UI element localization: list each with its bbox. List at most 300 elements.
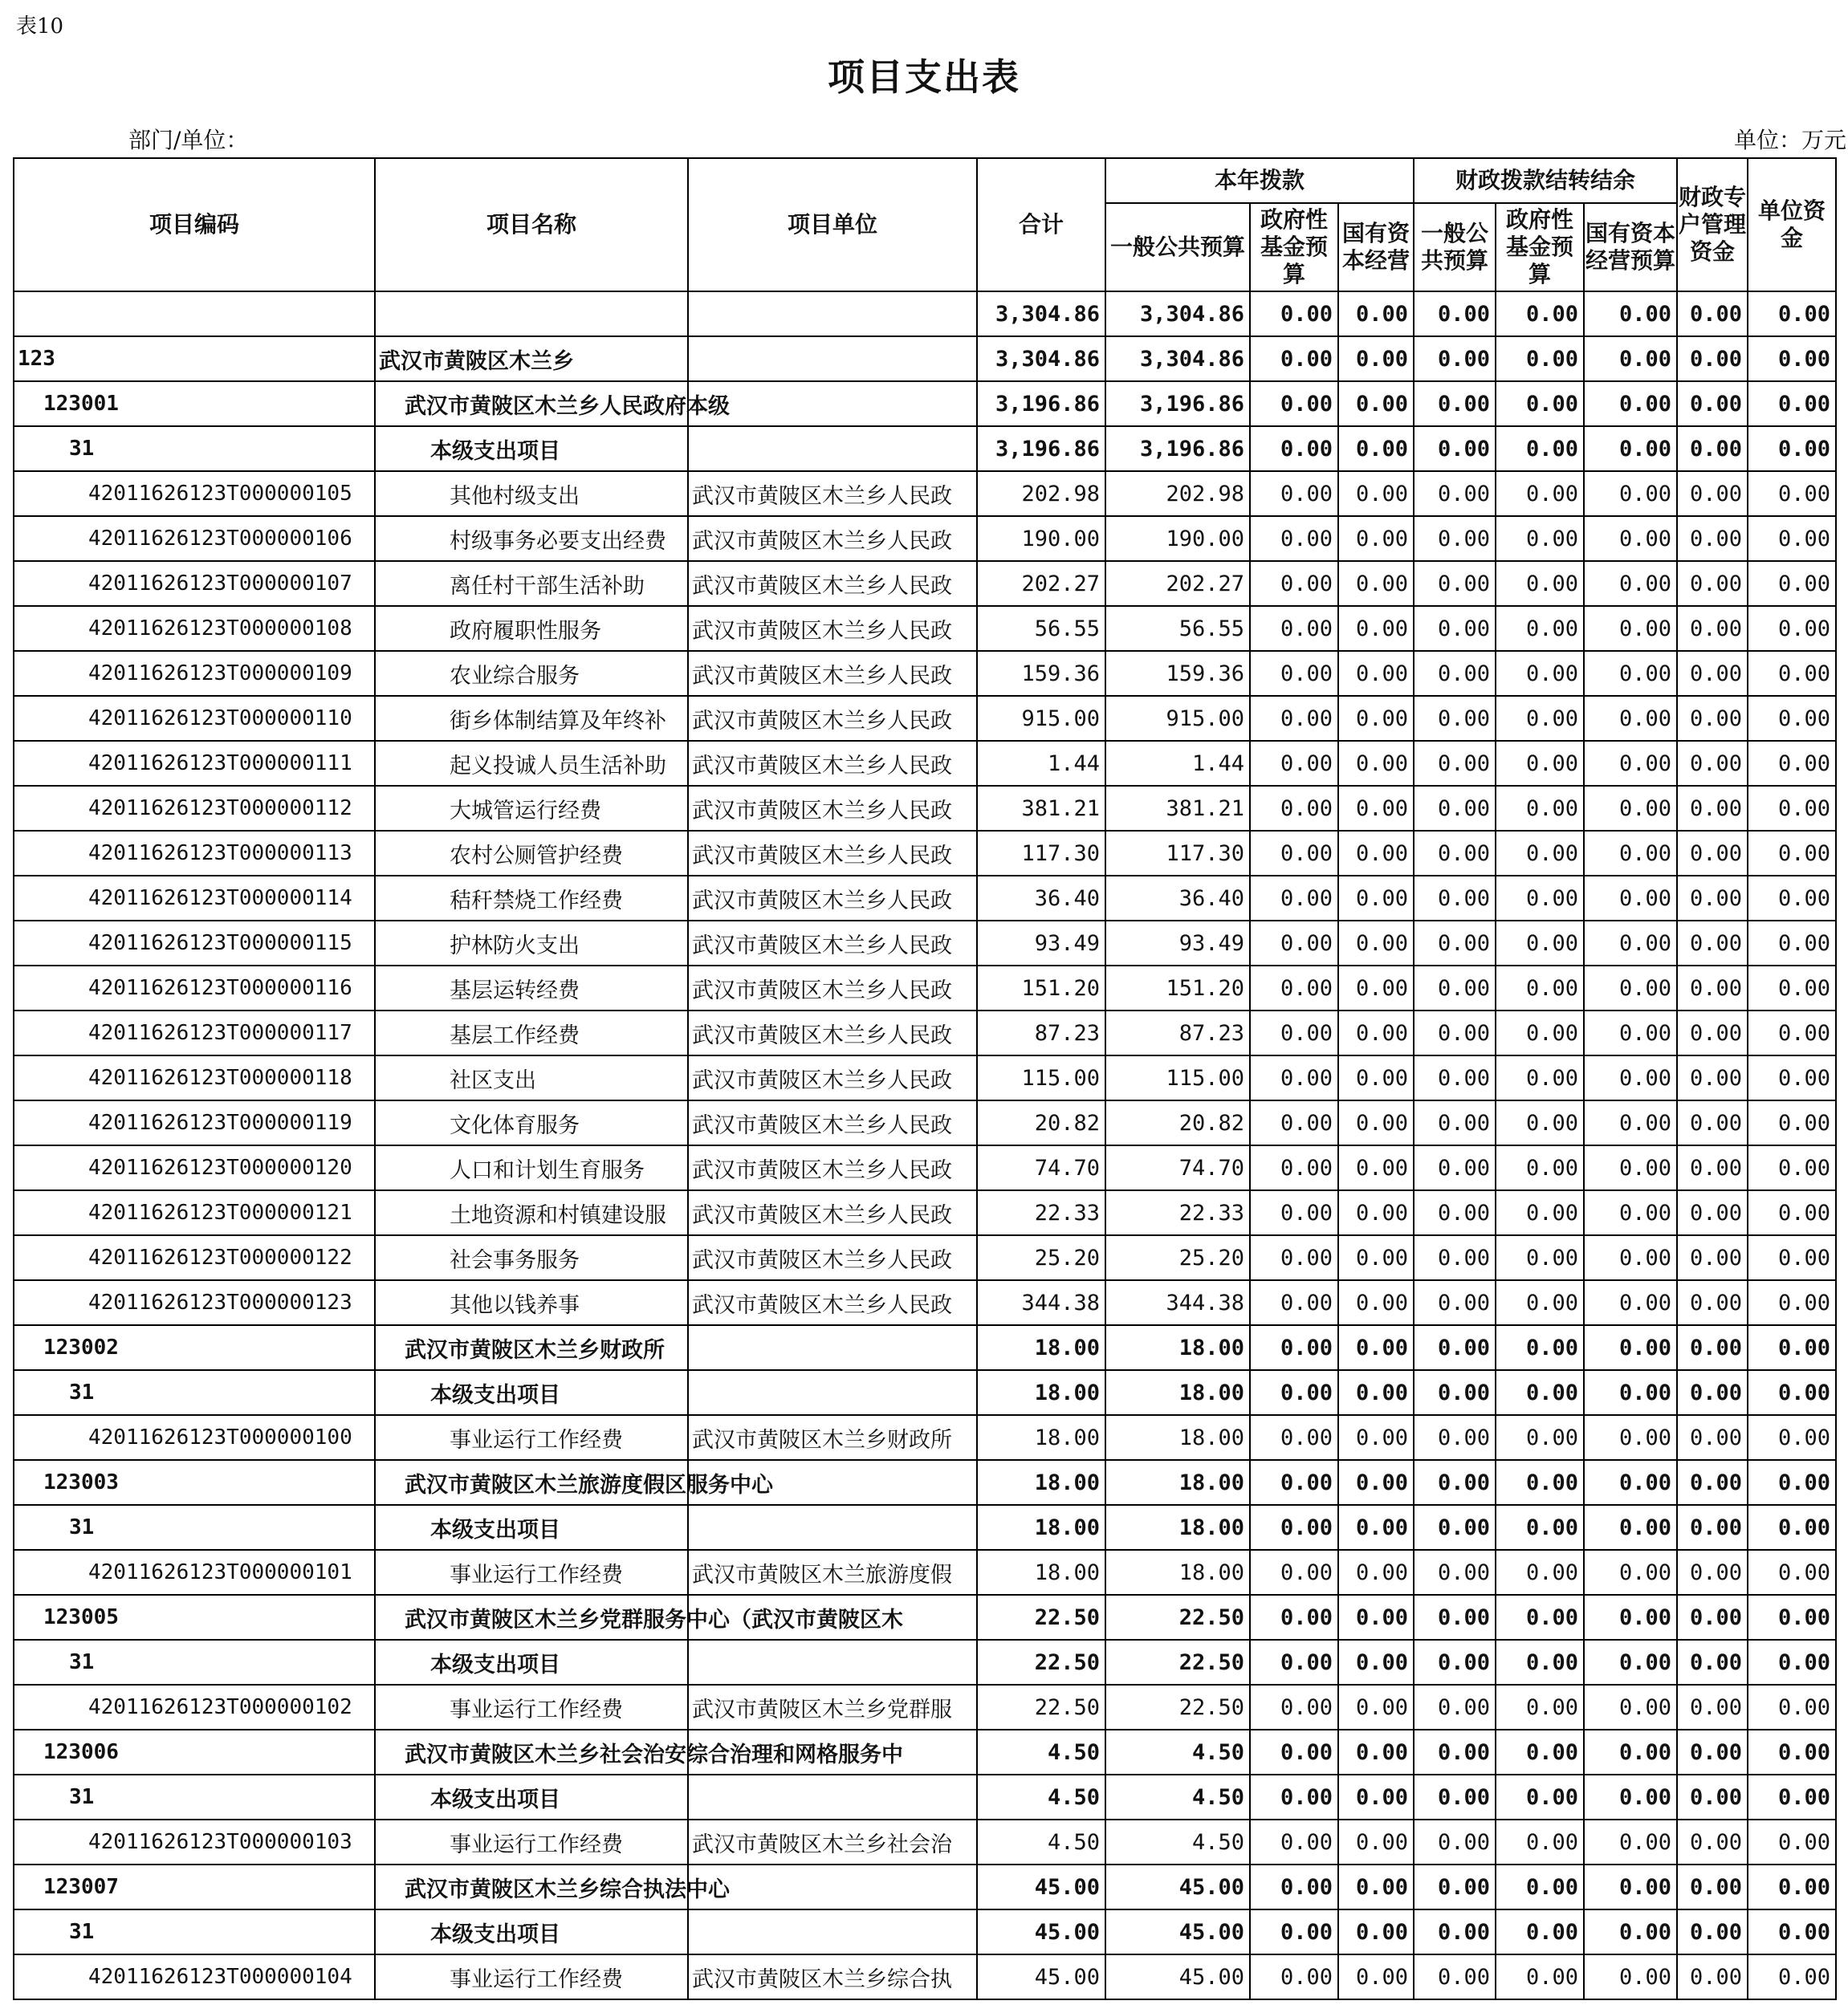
cell-state-capital: 0.00 [1338, 471, 1414, 516]
cell-carryover-general: 0.00 [1414, 741, 1496, 786]
cell-project-name: 其他以钱养事 [375, 1280, 688, 1325]
cell-project-code: 31 [14, 1640, 375, 1685]
cell-state-capital: 0.00 [1338, 1909, 1414, 1954]
cell-project-unit: 武汉市黄陂区木兰乡综合执 [688, 1954, 977, 1999]
table-row [14, 1280, 1836, 1325]
cell-carryover-general: 0.00 [1414, 606, 1496, 651]
cell-project-name: 农业综合服务 [375, 651, 688, 696]
cell-project-name: 大城管运行经费 [375, 786, 688, 831]
cell-carryover-general: 0.00 [1414, 1820, 1496, 1865]
cell-gov-fund: 0.00 [1250, 471, 1338, 516]
header-group-carryover: 财政拨款结转结余 [1414, 158, 1677, 203]
cell-carryover-gov-fund: 0.00 [1496, 1280, 1584, 1325]
cell-carryover-state-capital: 0.00 [1584, 1100, 1677, 1145]
cell-carryover-gov-fund: 0.00 [1496, 1640, 1584, 1685]
cell-carryover-gov-fund: 0.00 [1496, 381, 1584, 426]
table-body [14, 291, 1836, 1999]
cell-total: 45.00 [977, 1954, 1105, 1999]
cell-carryover-state-capital: 0.00 [1584, 1055, 1677, 1100]
cell-gov-fund: 0.00 [1250, 1685, 1338, 1730]
cell-carryover-state-capital: 0.00 [1584, 1235, 1677, 1280]
cell-unit-fund: 0.00 [1748, 741, 1836, 786]
cell-carryover-general: 0.00 [1414, 1595, 1496, 1640]
cell-state-capital: 0.00 [1338, 1190, 1414, 1235]
cell-project-code: 42011626123T000000116 [14, 966, 375, 1011]
cell-total: 22.50 [977, 1640, 1105, 1685]
cell-carryover-state-capital: 0.00 [1584, 1730, 1677, 1775]
cell-general-budget: 344.38 [1105, 1280, 1250, 1325]
cell-gov-fund: 0.00 [1250, 1145, 1338, 1190]
cell-project-name: 起义投诚人员生活补助 [375, 741, 688, 786]
cell-carryover-general: 0.00 [1414, 1505, 1496, 1550]
header-general-budget: 一般公共预算 [1105, 203, 1250, 291]
cell-general-budget: 22.50 [1105, 1595, 1250, 1640]
cell-unit-fund: 0.00 [1748, 561, 1836, 606]
cell-total: 3,196.86 [977, 426, 1105, 471]
cell-carryover-general: 0.00 [1414, 1011, 1496, 1055]
cell-carryover-state-capital: 0.00 [1584, 606, 1677, 651]
cell-project-code: 42011626123T000000104 [14, 1954, 375, 1999]
cell-state-capital: 0.00 [1338, 876, 1414, 921]
cell-project-name: 本级支出项目 [375, 426, 688, 471]
cell-carryover-state-capital: 0.00 [1584, 1190, 1677, 1235]
table-row [14, 1460, 1836, 1505]
cell-carryover-general: 0.00 [1414, 426, 1496, 471]
table-row [14, 1640, 1836, 1685]
cell-total: 18.00 [977, 1505, 1105, 1550]
cell-total: 159.36 [977, 651, 1105, 696]
cell-carryover-gov-fund: 0.00 [1496, 1550, 1584, 1595]
table-row [14, 1235, 1836, 1280]
cell-state-capital: 0.00 [1338, 1685, 1414, 1730]
cell-unit-fund: 0.00 [1748, 336, 1836, 381]
cell-carryover-gov-fund: 0.00 [1496, 1011, 1584, 1055]
cell-carryover-state-capital: 0.00 [1584, 561, 1677, 606]
cell-project-name: 社区支出 [375, 1055, 688, 1100]
cell-unit-fund: 0.00 [1748, 921, 1836, 966]
table-row [14, 1595, 1836, 1640]
cell-project-name: 本级支出项目 [375, 1909, 688, 1954]
cell-project-name: 基层工作经费 [375, 1011, 688, 1055]
cell-general-budget: 381.21 [1105, 786, 1250, 831]
header-group-current-year: 本年拨款 [1105, 158, 1414, 203]
cell-state-capital: 0.00 [1338, 966, 1414, 1011]
cell-special-fund: 0.00 [1677, 561, 1748, 606]
cell-unit-fund: 0.00 [1748, 606, 1836, 651]
table-row [14, 1550, 1836, 1595]
cell-carryover-state-capital: 0.00 [1584, 1505, 1677, 1550]
cell-total: 344.38 [977, 1280, 1105, 1325]
cell-special-fund: 0.00 [1677, 471, 1748, 516]
cell-special-fund: 0.00 [1677, 336, 1748, 381]
header-carryover-gov-fund: 政府性基金预算 [1496, 203, 1584, 291]
cell-general-budget: 3,196.86 [1105, 381, 1250, 426]
cell-project-code: 42011626123T000000121 [14, 1190, 375, 1235]
cell-special-fund: 0.00 [1677, 1145, 1748, 1190]
cell-carryover-state-capital: 0.00 [1584, 1640, 1677, 1685]
header-total: 合计 [977, 158, 1105, 291]
table-row [14, 696, 1836, 741]
cell-gov-fund: 0.00 [1250, 516, 1338, 561]
cell-unit-fund: 0.00 [1748, 1775, 1836, 1820]
cell-carryover-gov-fund: 0.00 [1496, 1820, 1584, 1865]
cell-state-capital: 0.00 [1338, 1730, 1414, 1775]
cell-carryover-general: 0.00 [1414, 381, 1496, 426]
cell-carryover-gov-fund: 0.00 [1496, 1370, 1584, 1415]
cell-special-fund: 0.00 [1677, 606, 1748, 651]
cell-unit-fund: 0.00 [1748, 1909, 1836, 1954]
cell-gov-fund: 0.00 [1250, 831, 1338, 876]
cell-carryover-general: 0.00 [1414, 1730, 1496, 1775]
cell-unit-fund: 0.00 [1748, 471, 1836, 516]
cell-special-fund: 0.00 [1677, 516, 1748, 561]
cell-total: 3,304.86 [977, 291, 1105, 336]
cell-unit-fund: 0.00 [1748, 651, 1836, 696]
cell-gov-fund: 0.00 [1250, 1100, 1338, 1145]
cell-special-fund: 0.00 [1677, 1280, 1748, 1325]
cell-total: 22.50 [977, 1685, 1105, 1730]
header-unit-fund: 单位资金 [1748, 158, 1836, 291]
cell-project-unit: 武汉市黄陂区木兰乡人民政 [688, 1011, 977, 1055]
cell-total: 74.70 [977, 1145, 1105, 1190]
cell-gov-fund: 0.00 [1250, 1730, 1338, 1775]
cell-carryover-gov-fund: 0.00 [1496, 426, 1584, 471]
cell-carryover-state-capital: 0.00 [1584, 1954, 1677, 1999]
cell-state-capital: 0.00 [1338, 1775, 1414, 1820]
cell-general-budget: 4.50 [1105, 1820, 1250, 1865]
cell-carryover-gov-fund: 0.00 [1496, 651, 1584, 696]
cell-project-code: 31 [14, 426, 375, 471]
cell-carryover-gov-fund: 0.00 [1496, 1190, 1584, 1235]
cell-project-unit [688, 291, 977, 336]
cell-carryover-gov-fund: 0.00 [1496, 291, 1584, 336]
cell-special-fund: 0.00 [1677, 876, 1748, 921]
cell-carryover-general: 0.00 [1414, 1370, 1496, 1415]
cell-state-capital: 0.00 [1338, 1370, 1414, 1415]
cell-carryover-gov-fund: 0.00 [1496, 1100, 1584, 1145]
cell-project-code: 42011626123T000000101 [14, 1550, 375, 1595]
cell-project-unit: 武汉市黄陂区木兰乡人民政 [688, 1100, 977, 1145]
cell-general-budget: 159.36 [1105, 651, 1250, 696]
cell-carryover-gov-fund: 0.00 [1496, 1775, 1584, 1820]
cell-project-code: 123007 [14, 1865, 375, 1909]
cell-carryover-gov-fund: 0.00 [1496, 1235, 1584, 1280]
cell-project-code: 42011626123T000000117 [14, 1011, 375, 1055]
cell-project-code: 42011626123T000000119 [14, 1100, 375, 1145]
cell-general-budget: 87.23 [1105, 1011, 1250, 1055]
cell-gov-fund: 0.00 [1250, 696, 1338, 741]
cell-carryover-general: 0.00 [1414, 561, 1496, 606]
cell-project-code: 31 [14, 1505, 375, 1550]
cell-unit-fund: 0.00 [1748, 1954, 1836, 1999]
cell-state-capital: 0.00 [1338, 381, 1414, 426]
table-row [14, 336, 1836, 381]
cell-special-fund: 0.00 [1677, 651, 1748, 696]
cell-project-code: 42011626123T000000100 [14, 1415, 375, 1460]
cell-total: 202.98 [977, 471, 1105, 516]
cell-total: 4.50 [977, 1730, 1105, 1775]
cell-carryover-general: 0.00 [1414, 831, 1496, 876]
cell-carryover-general: 0.00 [1414, 471, 1496, 516]
cell-project-name: 武汉市黄陂区木兰乡社会治安综合治理和网格服务中 [375, 1730, 688, 1775]
cell-project-code: 42011626123T000000112 [14, 786, 375, 831]
cell-carryover-general: 0.00 [1414, 1325, 1496, 1370]
cell-unit-fund: 0.00 [1748, 381, 1836, 426]
cell-total: 4.50 [977, 1775, 1105, 1820]
cell-gov-fund: 0.00 [1250, 1415, 1338, 1460]
cell-project-unit: 武汉市黄陂区木兰乡社会治 [688, 1820, 977, 1865]
cell-project-name: 村级事务必要支出经费 [375, 516, 688, 561]
cell-carryover-state-capital: 0.00 [1584, 1775, 1677, 1820]
header-special-fund: 财政专户管理资金 [1677, 158, 1748, 291]
cell-gov-fund: 0.00 [1250, 291, 1338, 336]
cell-special-fund: 0.00 [1677, 1595, 1748, 1640]
cell-general-budget: 18.00 [1105, 1415, 1250, 1460]
cell-unit-fund: 0.00 [1748, 1145, 1836, 1190]
page-title: 项目支出表 [828, 55, 1020, 99]
cell-total: 190.00 [977, 516, 1105, 561]
cell-gov-fund: 0.00 [1250, 1235, 1338, 1280]
cell-project-name: 护林防火支出 [375, 921, 688, 966]
cell-carryover-general: 0.00 [1414, 651, 1496, 696]
cell-carryover-gov-fund: 0.00 [1496, 966, 1584, 1011]
cell-gov-fund: 0.00 [1250, 1909, 1338, 1954]
cell-general-budget: 190.00 [1105, 516, 1250, 561]
cell-project-code: 123 [14, 336, 375, 381]
cell-general-budget: 3,304.86 [1105, 336, 1250, 381]
cell-project-unit: 武汉市黄陂区木兰乡人民政 [688, 696, 977, 741]
cell-project-unit: 武汉市黄陂区木兰乡人民政 [688, 966, 977, 1011]
cell-project-name: 政府履职性服务 [375, 606, 688, 651]
cell-carryover-state-capital: 0.00 [1584, 471, 1677, 516]
cell-gov-fund: 0.00 [1250, 1775, 1338, 1820]
cell-project-name: 文化体育服务 [375, 1100, 688, 1145]
cell-special-fund: 0.00 [1677, 1460, 1748, 1505]
cell-carryover-gov-fund: 0.00 [1496, 1415, 1584, 1460]
cell-project-code: 42011626123T000000105 [14, 471, 375, 516]
cell-unit-fund: 0.00 [1748, 831, 1836, 876]
table-row [14, 291, 1836, 336]
cell-carryover-state-capital: 0.00 [1584, 831, 1677, 876]
cell-project-name: 人口和计划生育服务 [375, 1145, 688, 1190]
table-row [14, 1145, 1836, 1190]
cell-total: 45.00 [977, 1865, 1105, 1909]
cell-project-name: 武汉市黄陂区木兰旅游度假区服务中心 [375, 1460, 688, 1505]
cell-state-capital: 0.00 [1338, 651, 1414, 696]
cell-project-unit: 武汉市黄陂区木兰乡人民政 [688, 651, 977, 696]
cell-unit-fund: 0.00 [1748, 1235, 1836, 1280]
cell-total: 915.00 [977, 696, 1105, 741]
cell-unit-fund: 0.00 [1748, 1280, 1836, 1325]
cell-carryover-gov-fund: 0.00 [1496, 1325, 1584, 1370]
cell-project-name: 本级支出项目 [375, 1640, 688, 1685]
cell-state-capital: 0.00 [1338, 1011, 1414, 1055]
cell-general-budget: 74.70 [1105, 1145, 1250, 1190]
cell-general-budget: 18.00 [1105, 1550, 1250, 1595]
cell-carryover-gov-fund: 0.00 [1496, 561, 1584, 606]
cell-special-fund: 0.00 [1677, 426, 1748, 471]
cell-state-capital: 0.00 [1338, 1145, 1414, 1190]
cell-unit-fund: 0.00 [1748, 1100, 1836, 1145]
cell-project-unit [688, 426, 977, 471]
cell-special-fund: 0.00 [1677, 1954, 1748, 1999]
cell-unit-fund: 0.00 [1748, 1685, 1836, 1730]
cell-unit-fund: 0.00 [1748, 1865, 1836, 1909]
cell-carryover-state-capital: 0.00 [1584, 1685, 1677, 1730]
cell-total: 20.82 [977, 1100, 1105, 1145]
cell-carryover-general: 0.00 [1414, 1145, 1496, 1190]
cell-state-capital: 0.00 [1338, 426, 1414, 471]
cell-gov-fund: 0.00 [1250, 1954, 1338, 1999]
cell-carryover-state-capital: 0.00 [1584, 1460, 1677, 1505]
cell-carryover-state-capital: 0.00 [1584, 651, 1677, 696]
cell-project-name: 土地资源和村镇建设服 [375, 1190, 688, 1235]
cell-carryover-state-capital: 0.00 [1584, 741, 1677, 786]
cell-unit-fund: 0.00 [1748, 1325, 1836, 1370]
cell-project-name: 武汉市黄陂区木兰乡 [375, 336, 688, 381]
header-carryover-general: 一般公共预算 [1414, 203, 1496, 291]
cell-carryover-state-capital: 0.00 [1584, 1865, 1677, 1909]
cell-project-code: 42011626123T000000102 [14, 1685, 375, 1730]
table-row [14, 1055, 1836, 1100]
cell-general-budget: 18.00 [1105, 1460, 1250, 1505]
cell-unit-fund: 0.00 [1748, 1640, 1836, 1685]
cell-project-code: 42011626123T000000111 [14, 741, 375, 786]
cell-carryover-state-capital: 0.00 [1584, 1595, 1677, 1640]
cell-total: 25.20 [977, 1235, 1105, 1280]
cell-special-fund: 0.00 [1677, 381, 1748, 426]
cell-carryover-gov-fund: 0.00 [1496, 1730, 1584, 1775]
cell-special-fund: 0.00 [1677, 291, 1748, 336]
cell-carryover-general: 0.00 [1414, 966, 1496, 1011]
table-row [14, 1820, 1836, 1865]
cell-carryover-gov-fund: 0.00 [1496, 1505, 1584, 1550]
cell-project-code: 31 [14, 1370, 375, 1415]
cell-state-capital: 0.00 [1338, 561, 1414, 606]
cell-project-unit: 武汉市黄陂区木兰乡人民政 [688, 831, 977, 876]
cell-project-name: 离任村干部生活补助 [375, 561, 688, 606]
table-row [14, 1954, 1836, 1999]
cell-carryover-state-capital: 0.00 [1584, 516, 1677, 561]
cell-project-unit: 武汉市黄陂区木兰乡党群服 [688, 1685, 977, 1730]
cell-unit-fund: 0.00 [1748, 1190, 1836, 1235]
cell-special-fund: 0.00 [1677, 1370, 1748, 1415]
table-row [14, 606, 1836, 651]
cell-unit-fund: 0.00 [1748, 1730, 1836, 1775]
cell-project-code: 42011626123T000000120 [14, 1145, 375, 1190]
cell-carryover-state-capital: 0.00 [1584, 1820, 1677, 1865]
cell-project-name: 本级支出项目 [375, 1370, 688, 1415]
cell-gov-fund: 0.00 [1250, 876, 1338, 921]
cell-general-budget: 20.82 [1105, 1100, 1250, 1145]
cell-special-fund: 0.00 [1677, 1011, 1748, 1055]
cell-project-unit [688, 1505, 977, 1550]
cell-project-code: 31 [14, 1775, 375, 1820]
cell-state-capital: 0.00 [1338, 516, 1414, 561]
cell-carryover-general: 0.00 [1414, 1190, 1496, 1235]
cell-special-fund: 0.00 [1677, 1730, 1748, 1775]
cell-total: 56.55 [977, 606, 1105, 651]
cell-project-name: 本级支出项目 [375, 1775, 688, 1820]
cell-project-unit: 武汉市黄陂区木兰乡人民政 [688, 786, 977, 831]
cell-special-fund: 0.00 [1677, 1550, 1748, 1595]
cell-carryover-general: 0.00 [1414, 1685, 1496, 1730]
table-row [14, 651, 1836, 696]
cell-project-unit [688, 1640, 977, 1685]
cell-total: 3,196.86 [977, 381, 1105, 426]
cell-project-unit: 武汉市黄陂区木兰乡人民政 [688, 1235, 977, 1280]
cell-project-code: 123006 [14, 1730, 375, 1775]
cell-gov-fund: 0.00 [1250, 1460, 1338, 1505]
cell-state-capital: 0.00 [1338, 1235, 1414, 1280]
cell-project-unit [688, 336, 977, 381]
cell-gov-fund: 0.00 [1250, 1595, 1338, 1640]
cell-carryover-general: 0.00 [1414, 876, 1496, 921]
cell-unit-fund: 0.00 [1748, 966, 1836, 1011]
cell-project-name: 武汉市黄陂区木兰乡党群服务中心（武汉市黄陂区木 [375, 1595, 688, 1640]
cell-carryover-general: 0.00 [1414, 1775, 1496, 1820]
cell-general-budget: 4.50 [1105, 1730, 1250, 1775]
cell-carryover-general: 0.00 [1414, 1460, 1496, 1505]
cell-special-fund: 0.00 [1677, 741, 1748, 786]
cell-gov-fund: 0.00 [1250, 426, 1338, 471]
cell-general-budget: 3,196.86 [1105, 426, 1250, 471]
cell-project-code: 42011626123T000000115 [14, 921, 375, 966]
cell-project-name: 农村公厕管护经费 [375, 831, 688, 876]
cell-unit-fund: 0.00 [1748, 876, 1836, 921]
table-row [14, 1011, 1836, 1055]
cell-carryover-gov-fund: 0.00 [1496, 336, 1584, 381]
cell-state-capital: 0.00 [1338, 336, 1414, 381]
cell-general-budget: 915.00 [1105, 696, 1250, 741]
cell-total: 202.27 [977, 561, 1105, 606]
cell-project-name: 基层运转经费 [375, 966, 688, 1011]
cell-project-code: 42011626123T000000108 [14, 606, 375, 651]
table-row [14, 1190, 1836, 1235]
cell-special-fund: 0.00 [1677, 1100, 1748, 1145]
table-row [14, 786, 1836, 831]
cell-general-budget: 22.50 [1105, 1685, 1250, 1730]
cell-project-unit: 武汉市黄陂区木兰乡人民政 [688, 516, 977, 561]
cell-state-capital: 0.00 [1338, 1280, 1414, 1325]
cell-total: 18.00 [977, 1370, 1105, 1415]
cell-total: 151.20 [977, 966, 1105, 1011]
cell-general-budget: 18.00 [1105, 1370, 1250, 1415]
cell-special-fund: 0.00 [1677, 1685, 1748, 1730]
cell-state-capital: 0.00 [1338, 291, 1414, 336]
cell-project-code: 123001 [14, 381, 375, 426]
cell-project-unit [688, 1325, 977, 1370]
cell-carryover-gov-fund: 0.00 [1496, 1909, 1584, 1954]
cell-gov-fund: 0.00 [1250, 651, 1338, 696]
cell-total: 93.49 [977, 921, 1105, 966]
cell-special-fund: 0.00 [1677, 1909, 1748, 1954]
cell-carryover-gov-fund: 0.00 [1496, 876, 1584, 921]
cell-state-capital: 0.00 [1338, 1415, 1414, 1460]
cell-general-budget: 93.49 [1105, 921, 1250, 966]
table-row [14, 1685, 1836, 1730]
cell-carryover-state-capital: 0.00 [1584, 921, 1677, 966]
cell-carryover-general: 0.00 [1414, 516, 1496, 561]
cell-project-name: 本级支出项目 [375, 1505, 688, 1550]
cell-gov-fund: 0.00 [1250, 1865, 1338, 1909]
table-row [14, 516, 1836, 561]
cell-carryover-gov-fund: 0.00 [1496, 696, 1584, 741]
cell-total: 22.50 [977, 1595, 1105, 1640]
cell-general-budget: 202.98 [1105, 471, 1250, 516]
cell-unit-fund: 0.00 [1748, 1820, 1836, 1865]
table-row [14, 1730, 1836, 1775]
